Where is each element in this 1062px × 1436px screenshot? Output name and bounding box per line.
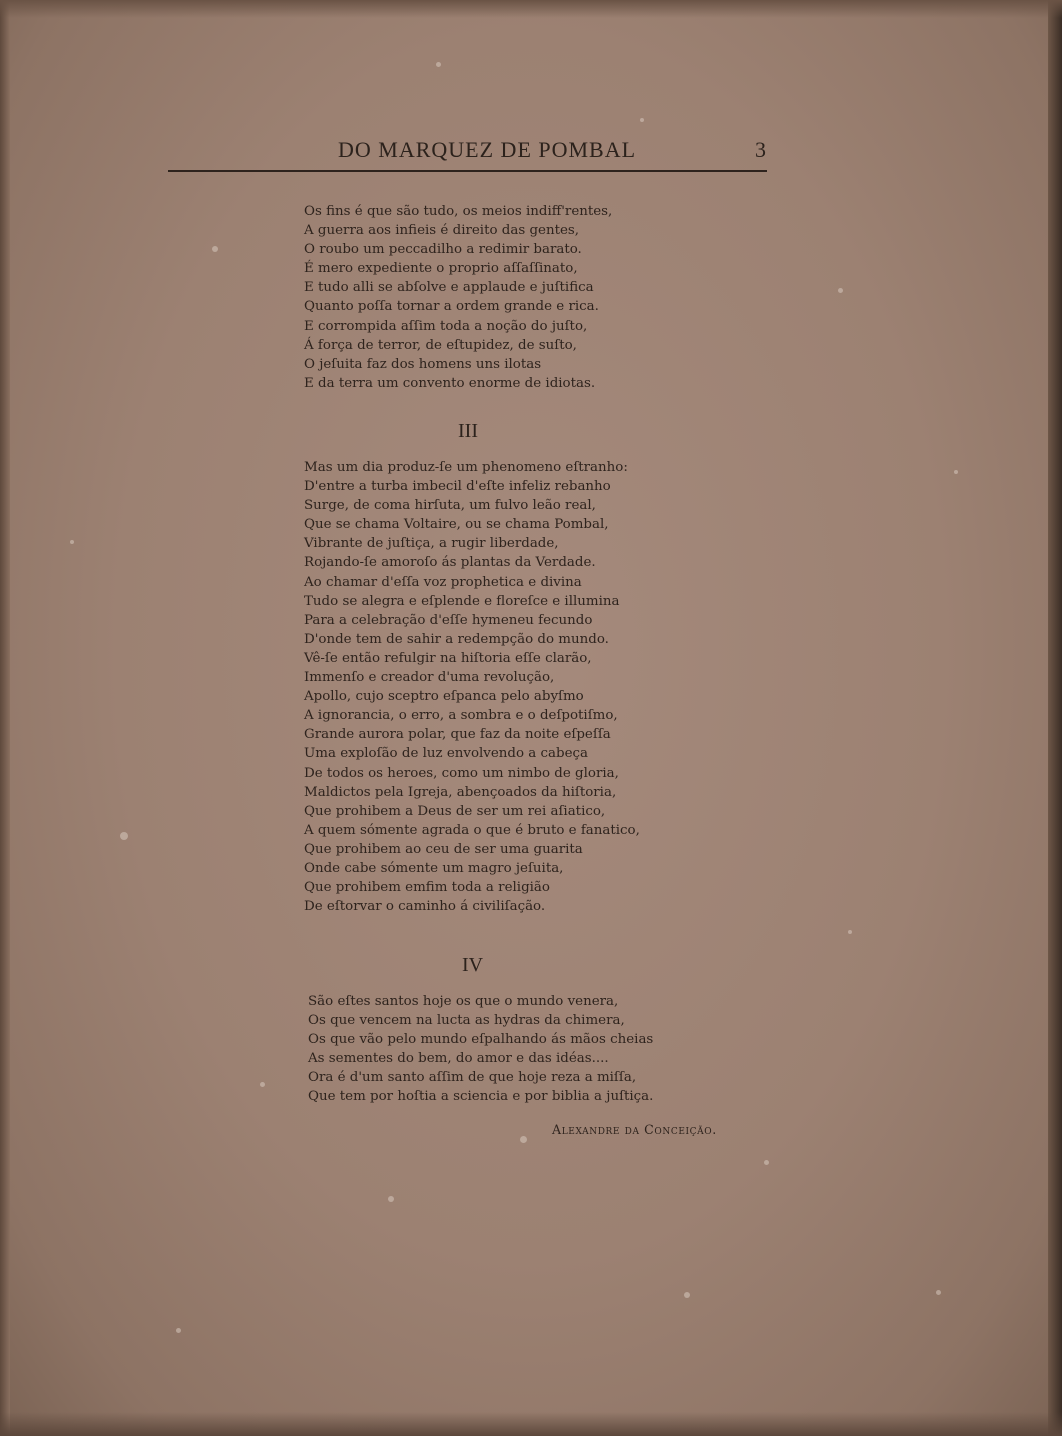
verse-line: Vibrante de juſtiça, a rugir liberdade, xyxy=(304,536,559,552)
verse-line: As sementes do bem, do amor e das idéas.... xyxy=(308,1051,609,1067)
stanza-1 xyxy=(304,202,612,393)
page-edge-left xyxy=(0,0,10,1436)
stanza-2 xyxy=(304,458,640,916)
verse-line: A guerra aos infieis é direito das gentes, xyxy=(304,223,580,239)
paper-speck xyxy=(212,246,218,252)
verse-line: Ao chamar d'eſſa voz prophetica e divina xyxy=(304,574,582,590)
verse-line: Que prohibem ao ceu de ser uma guarita xyxy=(304,841,583,857)
verse-line: São eſtes santos hoje os que o mundo venera, xyxy=(308,994,619,1009)
verse-line: Á força de terror, de eſtupidez, de suſto, xyxy=(304,337,577,353)
stanza-3 xyxy=(308,992,653,1107)
verse-line: Tudo se alegra e eſplende e floreſce e illumina xyxy=(304,593,620,609)
page-edge-top xyxy=(0,0,1062,18)
verse-line: Apollo, cujo sceptro eſpanca pelo abyſmo xyxy=(304,689,584,705)
verse-line: Ora é d'um santo aſſim de que hoje reza a miſſa, xyxy=(308,1070,637,1086)
verse-line: É mero expediente o proprio aſſaſſinato, xyxy=(304,261,578,277)
verse-line: Que tem por hoſtia a sciencia e por biblia a juſtiça. xyxy=(308,1089,654,1105)
page-edge-right xyxy=(1048,0,1062,1436)
verse-line: Mas um dia produz-ſe um phenomeno eſtranho: xyxy=(304,460,628,475)
author-signature: Alexandre da Conceição. xyxy=(552,1122,717,1137)
page-number: 3 xyxy=(755,137,766,162)
verse-line: D'onde tem de sahir a redempção do mundo. xyxy=(304,631,609,647)
verse-line: Maldictos pela Igreja, abençoados da hiſtoria, xyxy=(304,784,617,800)
paper-speck xyxy=(936,1290,941,1295)
verse-line: Rojando-ſe amoroſo ás plantas da Verdade. xyxy=(304,555,596,571)
header-rule xyxy=(168,170,767,172)
verse-line: Vê-ſe então refulgir na hiſtoria eſſe clarão, xyxy=(304,650,592,666)
verse-line: Surge, de coma hirſuta, um fulvo leão real, xyxy=(304,498,596,514)
verse-line: Immenſo e creador d'uma revolução, xyxy=(304,670,555,686)
paper-speck xyxy=(520,1136,527,1143)
verse-line: Para a celebração d'eſſe hymeneu fecundo xyxy=(304,612,593,628)
page-edge-bottom xyxy=(0,1412,1062,1436)
verse-line: Que prohibem a Deus de ser um rei aſiatico, xyxy=(304,803,606,819)
verse-line: De eſtorvar o caminho á civiliſação. xyxy=(304,899,546,915)
verse-line: E da terra um convento enorme de idiotas. xyxy=(304,375,596,391)
section-heading-iv: IV xyxy=(462,954,484,976)
paper-speck xyxy=(640,118,644,122)
verse-line: Uma exploſão de luz envolvendo a cabeça xyxy=(304,746,589,762)
paper-speck xyxy=(388,1196,394,1202)
verse-line: Que prohibem emfim toda a religião xyxy=(304,880,550,896)
paper-speck xyxy=(260,1082,265,1087)
verse-line: Onde cabe sómente um magro jeſuita, xyxy=(304,860,564,876)
verse-line: De todos os heroes, como um nimbo de gloria, xyxy=(304,765,619,781)
section-heading-iii: III xyxy=(458,420,478,442)
verse-line: Quanto poſſa tornar a ordem grande e rica. xyxy=(304,299,599,315)
verse-line: O roubo um peccadilho a redimir barato. xyxy=(304,242,582,258)
verse-line: Os que vencem na lucta as hydras da chimera, xyxy=(308,1013,625,1029)
verse-line: E tudo alli se abſolve e applaude e juſtifica xyxy=(304,280,594,296)
running-title: DO MARQUEZ DE POMBAL xyxy=(338,137,637,162)
paper-speck xyxy=(70,540,74,544)
paper-speck xyxy=(848,930,852,934)
verse-line: A ignorancia, o erro, a sombra e o deſpotiſmo, xyxy=(304,708,618,724)
paper-speck xyxy=(954,470,958,474)
verse-line: D'entre a turba imbecil d'eſte infeliz rebanho xyxy=(304,479,611,495)
page-header xyxy=(168,137,766,167)
verse-line: Grande aurora polar, que faz da noite eſpeſſa xyxy=(304,727,611,743)
paper-speck xyxy=(176,1328,181,1333)
verse-line: Que se chama Voltaire, ou se chama Pombal, xyxy=(304,517,609,533)
verse-line: Os fins é que são tudo, os meios indiff'rentes, xyxy=(304,204,613,219)
verse-line: E corrompida aſſim toda a noção do juſto, xyxy=(304,318,588,334)
paper-speck xyxy=(436,62,441,67)
paper-speck xyxy=(120,832,128,840)
verse-line: Os que vão pelo mundo eſpalhando ás mãos cheias xyxy=(308,1032,654,1048)
paper-speck xyxy=(838,288,843,293)
verse-line: A quem sómente agrada o que é bruto e fanatico, xyxy=(304,822,640,838)
verse-line: O jeſuita faz dos homens uns ilotas xyxy=(304,356,542,372)
paper-speck xyxy=(764,1160,769,1165)
paper-speck xyxy=(684,1292,690,1298)
